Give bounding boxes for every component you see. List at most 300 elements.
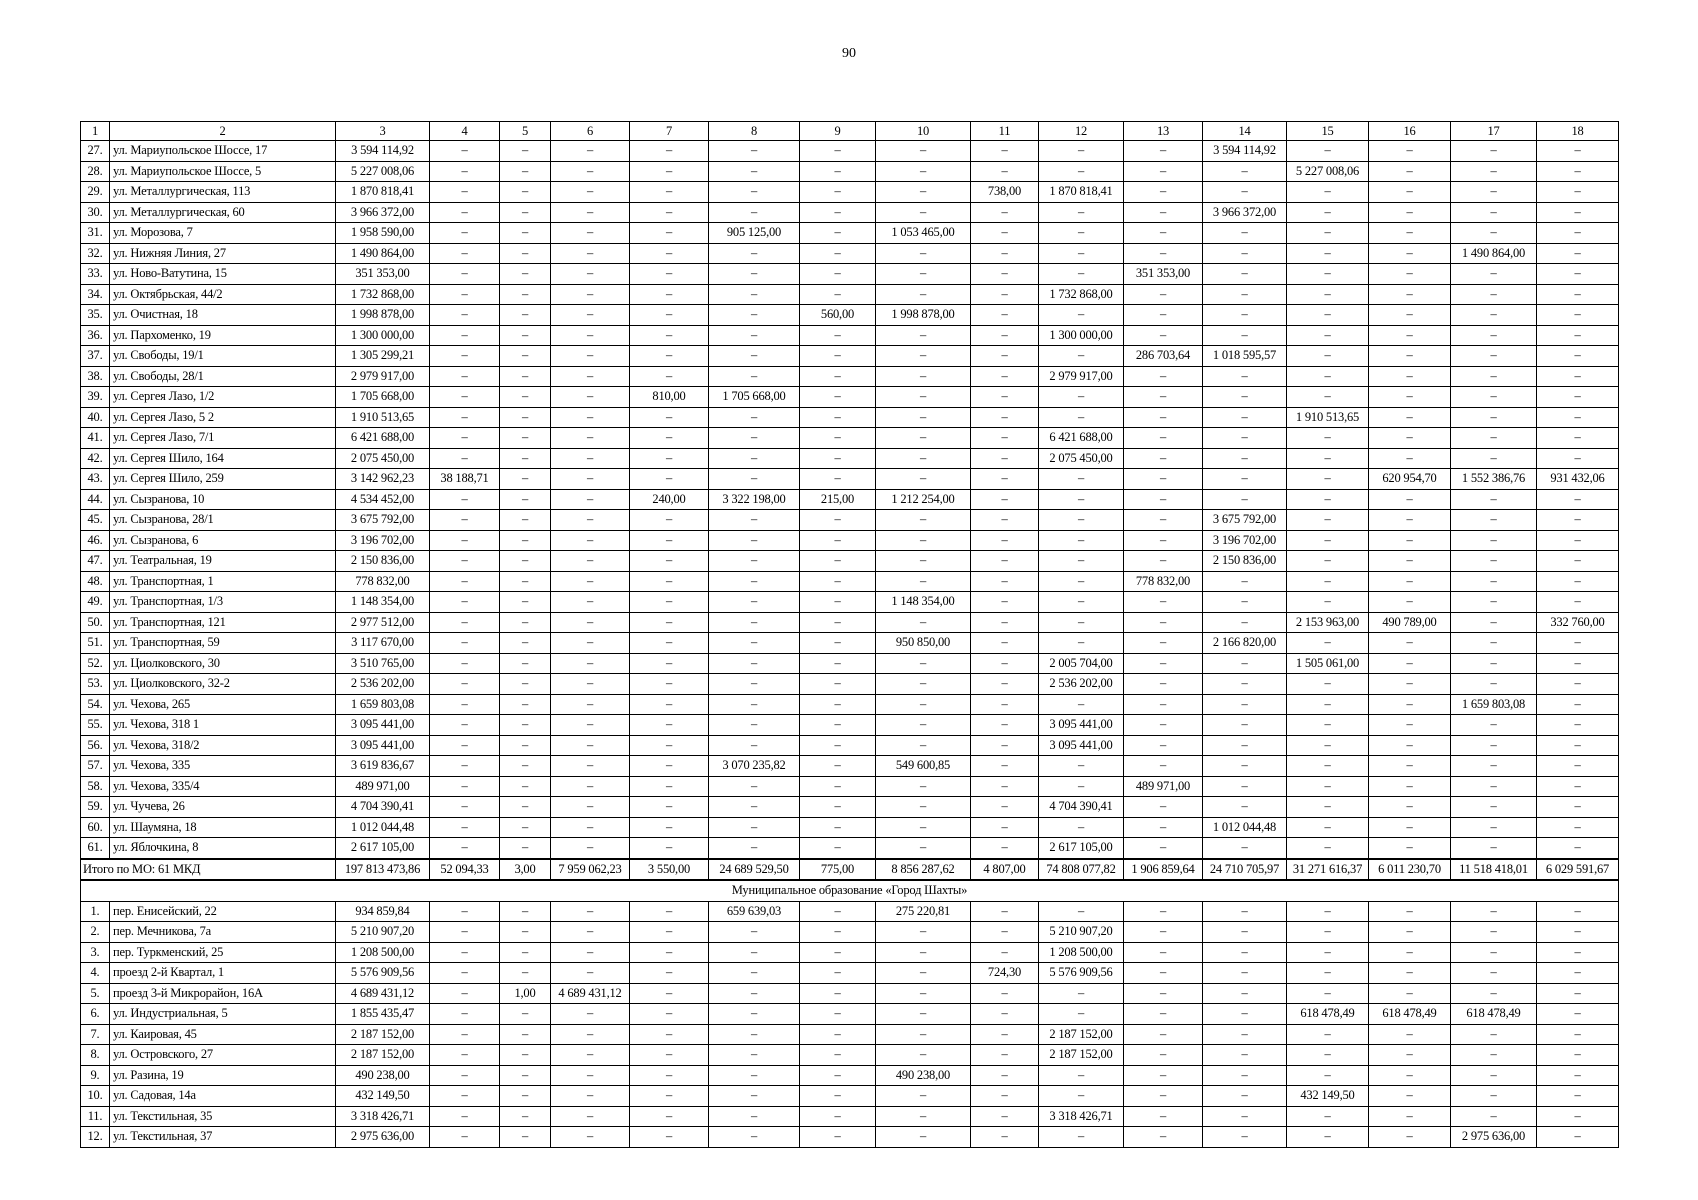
value-cell: – xyxy=(1451,715,1537,736)
table-row xyxy=(81,223,1619,244)
value-cell: – xyxy=(430,592,500,613)
row-number: 30. xyxy=(81,202,110,223)
value-cell: – xyxy=(430,653,500,674)
value-cell: – xyxy=(500,182,551,203)
value-cell: – xyxy=(800,756,876,777)
table-row xyxy=(81,653,1619,674)
value-cell: – xyxy=(876,694,971,715)
value-cell: – xyxy=(800,838,876,859)
value-cell: – xyxy=(1124,817,1203,838)
table-row xyxy=(81,428,1619,449)
value-cell: – xyxy=(971,202,1039,223)
value-cell: – xyxy=(630,551,709,572)
value-cell: – xyxy=(1124,694,1203,715)
value-cell: – xyxy=(551,776,630,797)
value-cell: – xyxy=(1369,571,1451,592)
value-cell: – xyxy=(876,797,971,818)
value-cell: – xyxy=(709,1065,800,1086)
total-value: 24 689 529,50 xyxy=(709,859,800,881)
value-cell: – xyxy=(551,942,630,963)
value-cell: 4 534 452,00 xyxy=(336,489,430,510)
value-cell: – xyxy=(1369,489,1451,510)
value-cell: – xyxy=(1287,1045,1369,1066)
row-number: 8. xyxy=(81,1045,110,1066)
value-cell: – xyxy=(500,817,551,838)
value-cell: – xyxy=(430,366,500,387)
value-cell: – xyxy=(876,346,971,367)
value-cell: – xyxy=(800,182,876,203)
value-cell: – xyxy=(1369,182,1451,203)
value-cell: 1 490 864,00 xyxy=(1451,243,1537,264)
value-cell: 3 095 441,00 xyxy=(336,715,430,736)
row-number: 59. xyxy=(81,797,110,818)
value-cell: – xyxy=(1537,1106,1619,1127)
value-cell: – xyxy=(800,284,876,305)
value-cell: – xyxy=(876,674,971,695)
value-cell: – xyxy=(1039,202,1124,223)
total-label: Итого по МО: 61 МКД xyxy=(81,859,336,881)
value-cell: – xyxy=(971,448,1039,469)
table-row xyxy=(81,1045,1619,1066)
value-cell: – xyxy=(430,612,500,633)
value-cell: 3 117 670,00 xyxy=(336,633,430,654)
value-cell: – xyxy=(1124,325,1203,346)
value-cell: – xyxy=(1203,838,1287,859)
table-row xyxy=(81,1086,1619,1107)
value-cell: – xyxy=(430,633,500,654)
value-cell: – xyxy=(500,715,551,736)
value-cell: – xyxy=(430,838,500,859)
value-cell: 2 187 152,00 xyxy=(336,1045,430,1066)
value-cell: – xyxy=(709,469,800,490)
value-cell: – xyxy=(1537,325,1619,346)
value-cell: – xyxy=(500,592,551,613)
value-cell: 659 639,03 xyxy=(709,901,800,922)
value-cell: – xyxy=(1287,963,1369,984)
value-cell: – xyxy=(500,633,551,654)
value-cell: – xyxy=(551,530,630,551)
address-cell: ул. Октябрьская, 44/2 xyxy=(110,284,336,305)
value-cell: – xyxy=(430,141,500,162)
value-cell: – xyxy=(1124,1045,1203,1066)
value-cell: 38 188,71 xyxy=(430,469,500,490)
row-number: 37. xyxy=(81,346,110,367)
value-cell: – xyxy=(630,756,709,777)
value-cell: – xyxy=(800,715,876,736)
value-cell: – xyxy=(1124,901,1203,922)
value-cell: – xyxy=(630,202,709,223)
value-cell: – xyxy=(630,366,709,387)
value-cell: – xyxy=(1451,305,1537,326)
value-cell: – xyxy=(430,735,500,756)
column-header: 6 xyxy=(551,122,630,141)
address-cell: ул. Циолковского, 30 xyxy=(110,653,336,674)
address-cell: ул. Металлургическая, 113 xyxy=(110,182,336,203)
value-cell: – xyxy=(551,264,630,285)
value-cell: – xyxy=(971,922,1039,943)
value-cell: – xyxy=(1451,182,1537,203)
value-cell: – xyxy=(800,1086,876,1107)
address-cell: ул. Чехова, 318/2 xyxy=(110,735,336,756)
value-cell: – xyxy=(800,776,876,797)
value-cell: – xyxy=(1451,963,1537,984)
value-cell: – xyxy=(630,264,709,285)
value-cell: – xyxy=(1124,489,1203,510)
value-cell: – xyxy=(1537,182,1619,203)
value-cell: – xyxy=(1537,346,1619,367)
column-header: 3 xyxy=(336,122,430,141)
value-cell: – xyxy=(1451,571,1537,592)
total-value: 3,00 xyxy=(500,859,551,881)
address-cell: ул. Яблочкина, 8 xyxy=(110,838,336,859)
value-cell: – xyxy=(630,530,709,551)
address-cell: ул. Чехова, 265 xyxy=(110,694,336,715)
value-cell: – xyxy=(500,571,551,592)
value-cell: – xyxy=(876,983,971,1004)
value-cell: 2 617 105,00 xyxy=(336,838,430,859)
value-cell: – xyxy=(1203,489,1287,510)
value-cell: – xyxy=(800,407,876,428)
row-number: 31. xyxy=(81,223,110,244)
row-number: 57. xyxy=(81,756,110,777)
value-cell: – xyxy=(1451,592,1537,613)
value-cell: – xyxy=(1369,551,1451,572)
value-cell: 2 075 450,00 xyxy=(336,448,430,469)
value-cell: – xyxy=(551,284,630,305)
value-cell: – xyxy=(1451,551,1537,572)
value-cell: – xyxy=(1451,674,1537,695)
value-cell: – xyxy=(1287,510,1369,531)
value-cell: – xyxy=(1124,202,1203,223)
value-cell: – xyxy=(876,428,971,449)
value-cell: – xyxy=(971,1004,1039,1025)
value-cell: 2 979 917,00 xyxy=(1039,366,1124,387)
address-cell: ул. Сергея Шило, 259 xyxy=(110,469,336,490)
value-cell: 351 353,00 xyxy=(1124,264,1203,285)
value-cell: 1 300 000,00 xyxy=(1039,325,1124,346)
value-cell: – xyxy=(709,776,800,797)
value-cell: – xyxy=(709,305,800,326)
value-cell: – xyxy=(1537,510,1619,531)
value-cell: – xyxy=(500,694,551,715)
value-cell: – xyxy=(1039,141,1124,162)
value-cell: – xyxy=(1451,1106,1537,1127)
value-cell: – xyxy=(500,1004,551,1025)
value-cell: – xyxy=(430,1086,500,1107)
value-cell: – xyxy=(971,530,1039,551)
address-cell: ул. Транспортная, 121 xyxy=(110,612,336,633)
address-cell: ул. Сергея Лазо, 7/1 xyxy=(110,428,336,449)
value-cell: 490 238,00 xyxy=(876,1065,971,1086)
value-cell: – xyxy=(500,1045,551,1066)
value-cell: – xyxy=(1537,387,1619,408)
value-cell: 1 732 868,00 xyxy=(336,284,430,305)
value-cell: – xyxy=(551,243,630,264)
value-cell: – xyxy=(1203,387,1287,408)
value-cell: – xyxy=(1369,510,1451,531)
value-cell: – xyxy=(1369,922,1451,943)
value-cell: – xyxy=(1203,571,1287,592)
value-cell: – xyxy=(500,428,551,449)
value-cell: – xyxy=(709,715,800,736)
value-cell: – xyxy=(971,551,1039,572)
value-cell: – xyxy=(971,223,1039,244)
column-header: 9 xyxy=(800,122,876,141)
value-cell: – xyxy=(430,1127,500,1148)
table-row xyxy=(81,633,1619,654)
value-cell: – xyxy=(971,653,1039,674)
value-cell: – xyxy=(876,612,971,633)
value-cell: – xyxy=(1203,735,1287,756)
value-cell: 2 977 512,00 xyxy=(336,612,430,633)
value-cell: – xyxy=(971,387,1039,408)
value-cell: – xyxy=(551,838,630,859)
value-cell: – xyxy=(1537,264,1619,285)
value-cell: – xyxy=(1537,983,1619,1004)
address-cell: ул. Мариупольское Шоссе, 5 xyxy=(110,161,336,182)
section-row xyxy=(81,880,1619,901)
column-header: 13 xyxy=(1124,122,1203,141)
total-value: 3 550,00 xyxy=(630,859,709,881)
value-cell: – xyxy=(430,264,500,285)
row-number: 53. xyxy=(81,674,110,695)
value-cell: – xyxy=(430,776,500,797)
row-number: 51. xyxy=(81,633,110,654)
value-cell: – xyxy=(1537,715,1619,736)
value-cell: – xyxy=(709,1045,800,1066)
table-row xyxy=(81,674,1619,695)
value-cell: – xyxy=(971,1086,1039,1107)
total-value: 31 271 616,37 xyxy=(1287,859,1369,881)
value-cell: – xyxy=(1369,1127,1451,1148)
value-cell: – xyxy=(430,797,500,818)
value-cell: – xyxy=(971,284,1039,305)
value-cell: – xyxy=(709,202,800,223)
value-cell: – xyxy=(971,325,1039,346)
value-cell: 5 227 008,06 xyxy=(1287,161,1369,182)
value-cell: 4 689 431,12 xyxy=(336,983,430,1004)
value-cell: – xyxy=(876,571,971,592)
value-cell: – xyxy=(709,983,800,1004)
value-cell: – xyxy=(1369,325,1451,346)
value-cell: – xyxy=(500,1106,551,1127)
value-cell: – xyxy=(800,901,876,922)
value-cell: – xyxy=(1124,243,1203,264)
value-cell: – xyxy=(551,1065,630,1086)
value-cell: – xyxy=(1203,264,1287,285)
row-number: 46. xyxy=(81,530,110,551)
value-cell: – xyxy=(876,715,971,736)
value-cell: – xyxy=(630,407,709,428)
value-cell: – xyxy=(1203,756,1287,777)
value-cell: – xyxy=(1537,1086,1619,1107)
value-cell: 2 187 152,00 xyxy=(336,1024,430,1045)
value-cell: 2 536 202,00 xyxy=(1039,674,1124,695)
value-cell: 1 910 513,65 xyxy=(336,407,430,428)
value-cell: 1 148 354,00 xyxy=(876,592,971,613)
value-cell: 3 196 702,00 xyxy=(336,530,430,551)
value-cell: – xyxy=(876,1004,971,1025)
value-cell: – xyxy=(1369,530,1451,551)
value-cell: – xyxy=(500,366,551,387)
value-cell: 2 166 820,00 xyxy=(1203,633,1287,654)
value-cell: – xyxy=(500,161,551,182)
value-cell: – xyxy=(1287,202,1369,223)
value-cell: – xyxy=(500,325,551,346)
value-cell: 5 227 008,06 xyxy=(336,161,430,182)
value-cell: – xyxy=(1537,735,1619,756)
value-cell: – xyxy=(430,922,500,943)
value-cell: – xyxy=(1369,448,1451,469)
value-cell: – xyxy=(1287,387,1369,408)
value-cell: – xyxy=(1287,243,1369,264)
value-cell: – xyxy=(1039,530,1124,551)
value-cell: – xyxy=(800,963,876,984)
value-cell: 2 975 636,00 xyxy=(1451,1127,1537,1148)
value-cell: – xyxy=(551,1106,630,1127)
value-cell: – xyxy=(971,817,1039,838)
value-cell: – xyxy=(1451,202,1537,223)
value-cell: – xyxy=(500,1024,551,1045)
value-cell: – xyxy=(1451,1045,1537,1066)
table-row xyxy=(81,797,1619,818)
value-cell: – xyxy=(971,1024,1039,1045)
value-cell: – xyxy=(1537,202,1619,223)
value-cell: – xyxy=(1124,223,1203,244)
value-cell: 724,30 xyxy=(971,963,1039,984)
total-value: 6 011 230,70 xyxy=(1369,859,1451,881)
value-cell: 1 705 668,00 xyxy=(709,387,800,408)
value-cell: – xyxy=(551,694,630,715)
value-cell: – xyxy=(709,1004,800,1025)
value-cell: 215,00 xyxy=(800,489,876,510)
table-row xyxy=(81,817,1619,838)
value-cell: – xyxy=(1369,1024,1451,1045)
value-cell: – xyxy=(709,161,800,182)
table-row xyxy=(81,1024,1619,1045)
value-cell: – xyxy=(630,715,709,736)
value-cell: – xyxy=(430,715,500,736)
value-cell: – xyxy=(1203,901,1287,922)
value-cell: – xyxy=(709,694,800,715)
table-row xyxy=(81,346,1619,367)
value-cell: – xyxy=(1124,161,1203,182)
value-cell: – xyxy=(1451,141,1537,162)
value-cell: 2 187 152,00 xyxy=(1039,1024,1124,1045)
value-cell: – xyxy=(1124,756,1203,777)
row-number: 29. xyxy=(81,182,110,203)
value-cell: – xyxy=(709,1024,800,1045)
value-cell: 1 148 354,00 xyxy=(336,592,430,613)
value-cell: – xyxy=(971,776,1039,797)
value-cell: – xyxy=(1124,983,1203,1004)
value-cell: – xyxy=(1369,674,1451,695)
value-cell: – xyxy=(1124,469,1203,490)
value-cell: – xyxy=(971,901,1039,922)
value-cell: – xyxy=(1203,922,1287,943)
value-cell: 432 149,50 xyxy=(336,1086,430,1107)
row-number: 32. xyxy=(81,243,110,264)
header-row xyxy=(81,122,1619,141)
value-cell: – xyxy=(500,797,551,818)
value-cell: – xyxy=(500,612,551,633)
value-cell: 1 552 386,76 xyxy=(1451,469,1537,490)
address-cell: ул. Чехова, 335/4 xyxy=(110,776,336,797)
table-row xyxy=(81,264,1619,285)
value-cell: – xyxy=(971,243,1039,264)
value-cell: – xyxy=(1203,797,1287,818)
value-cell: – xyxy=(971,366,1039,387)
value-cell: – xyxy=(800,735,876,756)
value-cell: – xyxy=(971,735,1039,756)
value-cell: – xyxy=(1124,1127,1203,1148)
value-cell: – xyxy=(551,1024,630,1045)
address-cell: ул. Садовая, 14а xyxy=(110,1086,336,1107)
value-cell: – xyxy=(500,1065,551,1086)
value-cell: – xyxy=(1039,551,1124,572)
value-cell: – xyxy=(876,448,971,469)
value-cell: 810,00 xyxy=(630,387,709,408)
row-number: 44. xyxy=(81,489,110,510)
value-cell: – xyxy=(1039,243,1124,264)
value-cell: 2 150 836,00 xyxy=(336,551,430,572)
value-cell: 1 208 500,00 xyxy=(1039,942,1124,963)
value-cell: – xyxy=(1039,633,1124,654)
value-cell: – xyxy=(630,776,709,797)
value-cell: – xyxy=(1451,756,1537,777)
value-cell: – xyxy=(709,530,800,551)
row-number: 10. xyxy=(81,1086,110,1107)
value-cell: – xyxy=(1451,633,1537,654)
address-cell: проезд 2-й Квартал, 1 xyxy=(110,963,336,984)
value-cell: – xyxy=(800,223,876,244)
value-cell: – xyxy=(1124,633,1203,654)
column-header: 18 xyxy=(1537,122,1619,141)
value-cell: – xyxy=(500,922,551,943)
value-cell: – xyxy=(1369,1106,1451,1127)
address-cell: ул. Индустриальная, 5 xyxy=(110,1004,336,1025)
column-header: 5 xyxy=(500,122,551,141)
value-cell: – xyxy=(551,387,630,408)
address-cell: ул. Островского, 27 xyxy=(110,1045,336,1066)
value-cell: – xyxy=(1039,571,1124,592)
address-cell: ул. Сергея Лазо, 1/2 xyxy=(110,387,336,408)
value-cell: – xyxy=(1369,901,1451,922)
value-cell: – xyxy=(1203,1065,1287,1086)
value-cell: – xyxy=(1287,838,1369,859)
value-cell: – xyxy=(1287,346,1369,367)
value-cell: – xyxy=(1537,551,1619,572)
value-cell: – xyxy=(430,983,500,1004)
value-cell: – xyxy=(630,653,709,674)
table-row xyxy=(81,366,1619,387)
value-cell: – xyxy=(1369,1045,1451,1066)
value-cell: – xyxy=(709,1086,800,1107)
value-cell: – xyxy=(1124,674,1203,695)
value-cell: – xyxy=(709,1127,800,1148)
value-cell: – xyxy=(709,838,800,859)
value-cell: 2 979 917,00 xyxy=(336,366,430,387)
row-number: 12. xyxy=(81,1127,110,1148)
value-cell: – xyxy=(971,346,1039,367)
table-row xyxy=(81,243,1619,264)
value-cell: – xyxy=(1369,838,1451,859)
value-cell: – xyxy=(1124,284,1203,305)
value-cell: – xyxy=(876,387,971,408)
value-cell: 490 789,00 xyxy=(1369,612,1451,633)
value-cell: – xyxy=(500,407,551,428)
value-cell: – xyxy=(709,674,800,695)
